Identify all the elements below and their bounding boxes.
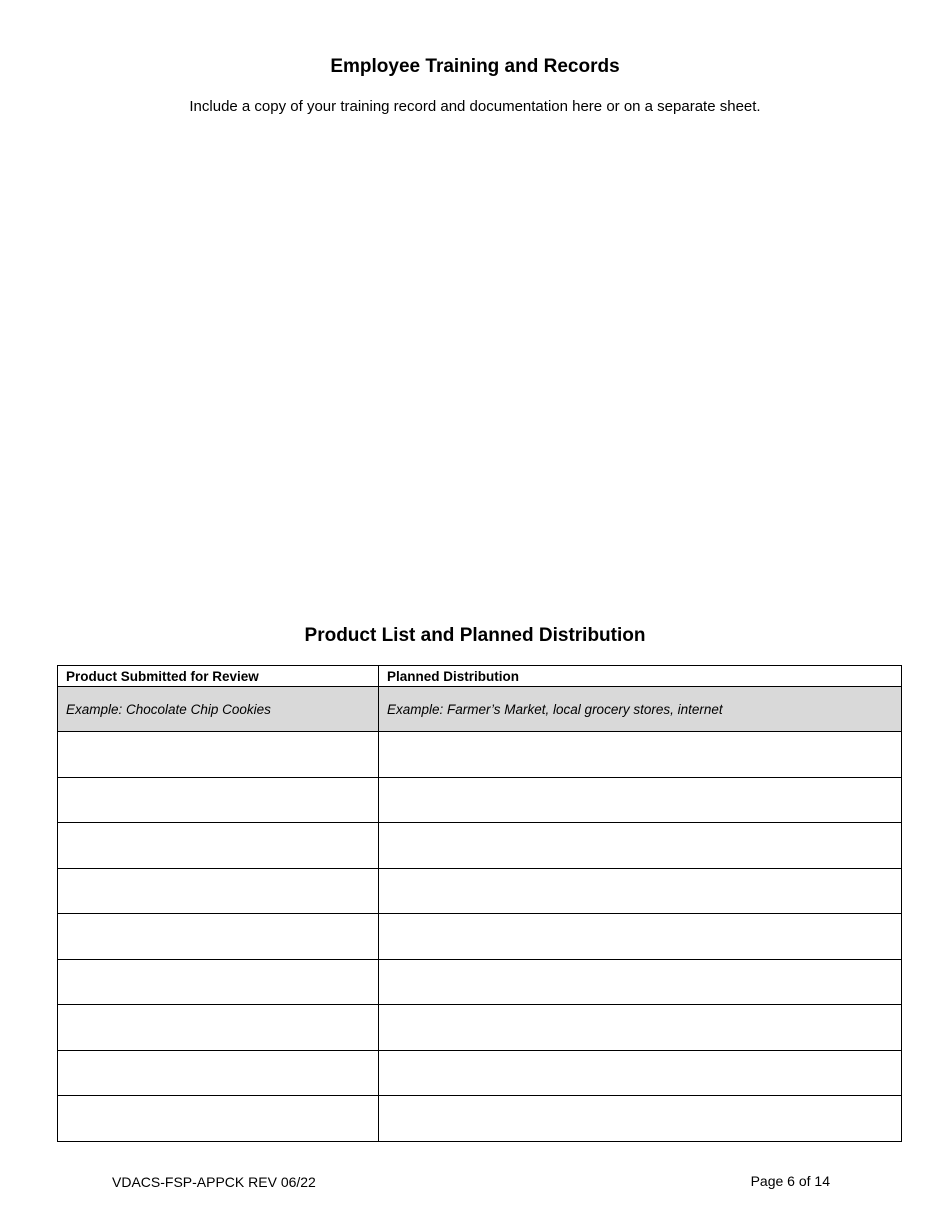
distribution-cell[interactable] (379, 777, 902, 823)
table-row (58, 732, 902, 778)
product-cell[interactable] (58, 959, 379, 1005)
distribution-cell[interactable] (379, 732, 902, 778)
table-header-row (58, 666, 902, 687)
footer-page-number: Page 6 of 14 (750, 1173, 830, 1189)
product-cell[interactable] (58, 868, 379, 914)
distribution-cell[interactable] (379, 914, 902, 960)
section-title-product-list: Product List and Planned Distribution (304, 625, 646, 646)
distribution-cell[interactable] (379, 959, 902, 1005)
distribution-cell[interactable] (379, 1096, 902, 1142)
table-row (58, 1050, 902, 1096)
table-row (58, 959, 902, 1005)
product-cell[interactable] (58, 823, 379, 869)
table-row (58, 1005, 902, 1051)
table-row (58, 1096, 902, 1142)
column-header-distribution: Planned Distribution (379, 666, 902, 687)
product-cell[interactable] (58, 1050, 379, 1096)
example-distribution-cell: Example: Farmer’s Market, local grocery stores, internet (379, 687, 902, 732)
footer-form-id: VDACS-FSP-APPCK REV 06/22 (112, 1174, 316, 1190)
product-cell[interactable] (58, 732, 379, 778)
product-cell[interactable] (58, 1096, 379, 1142)
table-row (58, 777, 902, 823)
product-distribution-table (57, 665, 902, 1142)
training-instruction: Include a copy of your training record and documentation here or on a separate sheet. (189, 98, 761, 115)
page-title: Employee Training and Records (330, 56, 620, 77)
distribution-cell[interactable] (379, 1005, 902, 1051)
table-row (58, 823, 902, 869)
table-row (58, 914, 902, 960)
example-row (58, 687, 902, 732)
product-cell[interactable] (58, 914, 379, 960)
distribution-cell[interactable] (379, 1050, 902, 1096)
product-cell[interactable] (58, 1005, 379, 1051)
table-row (58, 868, 902, 914)
distribution-cell[interactable] (379, 868, 902, 914)
distribution-cell[interactable] (379, 823, 902, 869)
column-header-product: Product Submitted for Review (58, 666, 379, 687)
product-cell[interactable] (58, 777, 379, 823)
example-product-cell: Example: Chocolate Chip Cookies (58, 687, 379, 732)
